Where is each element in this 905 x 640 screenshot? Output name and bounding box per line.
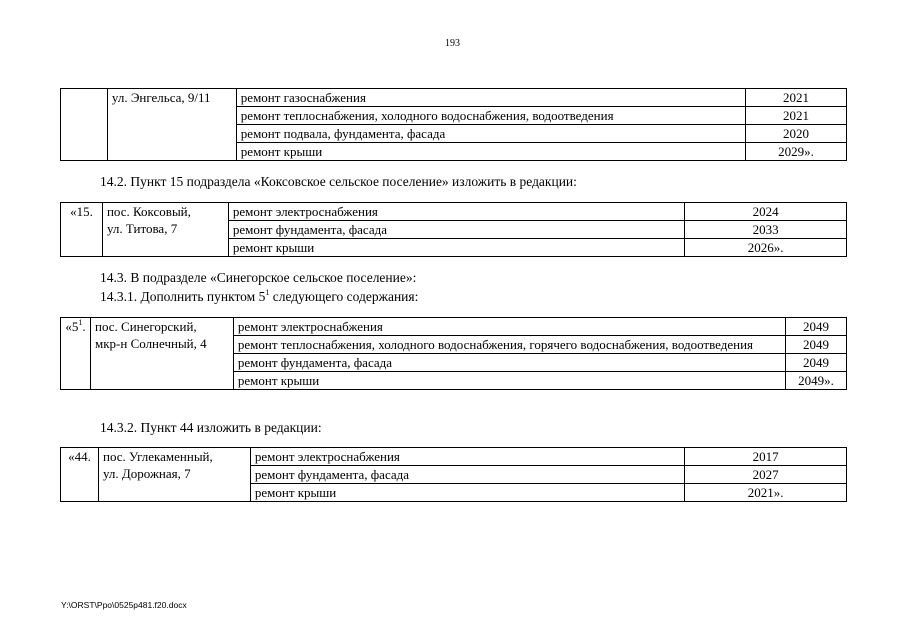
- year-cell: 2021: [746, 89, 847, 107]
- work-cell: ремонт крыши: [236, 143, 745, 161]
- number-text: .: [82, 319, 86, 334]
- year-cell: 2049: [786, 318, 847, 336]
- number-cell: «15.: [61, 203, 103, 257]
- table-sinegorsky: [60, 317, 847, 390]
- year-cell: 2020: [746, 125, 847, 143]
- table-row: [61, 203, 847, 221]
- year-cell: 2029».: [746, 143, 847, 161]
- page-number: 193: [445, 38, 460, 49]
- footer-file-path: Y:\ORST\Ppo\0525p481.f20.docx: [61, 600, 187, 610]
- table-engelsa: [60, 88, 847, 161]
- address-line: пос. Углекаменный,: [102, 449, 213, 464]
- table-row: [61, 89, 847, 107]
- work-cell: ремонт теплоснабжения, холодного водоснабжения, водоотведения: [236, 107, 745, 125]
- work-cell: ремонт подвала, фундамента, фасада: [236, 125, 745, 143]
- superscript: 1: [78, 318, 83, 327]
- year-cell: 2049».: [786, 372, 847, 390]
- table-row: [61, 318, 847, 336]
- work-cell: ремонт электроснабжения: [228, 203, 684, 221]
- address-line: пос. Синегорский,: [94, 319, 197, 334]
- year-cell: 2049: [786, 336, 847, 354]
- paragraph-text: следующего содержания:: [269, 289, 419, 304]
- address-cell: ул. Энгельса, 9/11: [107, 89, 236, 161]
- work-cell: ремонт крыши: [250, 484, 684, 502]
- number-cell: «44.: [61, 448, 99, 502]
- work-cell: ремонт крыши: [233, 372, 785, 390]
- address-cell: [90, 318, 233, 390]
- paragraph-14-2: 14.2. Пункт 15 подраздела «Коксовское сельское поселение» изложить в редакции:: [100, 174, 577, 189]
- table-uglekamenny: [60, 447, 847, 502]
- number-text: «5: [65, 319, 79, 334]
- address-line: ул. Титова, 7: [106, 221, 178, 236]
- paragraph-14-3: 14.3. В подразделе «Синегорское сельское поселение»:: [100, 270, 417, 285]
- table-row: [61, 448, 847, 466]
- work-cell: ремонт крыши: [228, 239, 684, 257]
- work-cell: ремонт газоснабжения: [236, 89, 745, 107]
- address-line: ул. Дорожная, 7: [102, 466, 191, 481]
- number-cell: [61, 89, 108, 161]
- paragraph-14-3-1: [100, 289, 418, 305]
- year-cell: 2017: [685, 448, 847, 466]
- year-cell: 2033: [685, 221, 847, 239]
- year-cell: 2027: [685, 466, 847, 484]
- year-cell: 2024: [685, 203, 847, 221]
- work-cell: ремонт теплоснабжения, холодного водоснабжения, горячего водоснабжения, водоотведения: [233, 336, 785, 354]
- year-cell: 2021».: [685, 484, 847, 502]
- work-cell: ремонт электроснабжения: [250, 448, 684, 466]
- address-cell: [102, 203, 228, 257]
- year-cell: 2049: [786, 354, 847, 372]
- number-cell: [61, 318, 91, 390]
- address-line: пос. Коксовый,: [106, 204, 191, 219]
- work-cell: ремонт фундамента, фасада: [228, 221, 684, 239]
- year-cell: 2021: [746, 107, 847, 125]
- work-cell: ремонт фундамента, фасада: [250, 466, 684, 484]
- year-cell: 2026».: [685, 239, 847, 257]
- work-cell: ремонт фундамента, фасада: [233, 354, 785, 372]
- superscript: 1: [265, 288, 270, 297]
- work-cell: ремонт электроснабжения: [233, 318, 785, 336]
- paragraph-14-3-2: 14.3.2. Пункт 44 изложить в редакции:: [100, 420, 322, 435]
- paragraph-text: 14.3.1. Дополнить пунктом 5: [100, 289, 266, 304]
- address-cell: [98, 448, 250, 502]
- address-line: мкр-н Солнечный, 4: [94, 336, 207, 351]
- table-koksovy: [60, 202, 847, 257]
